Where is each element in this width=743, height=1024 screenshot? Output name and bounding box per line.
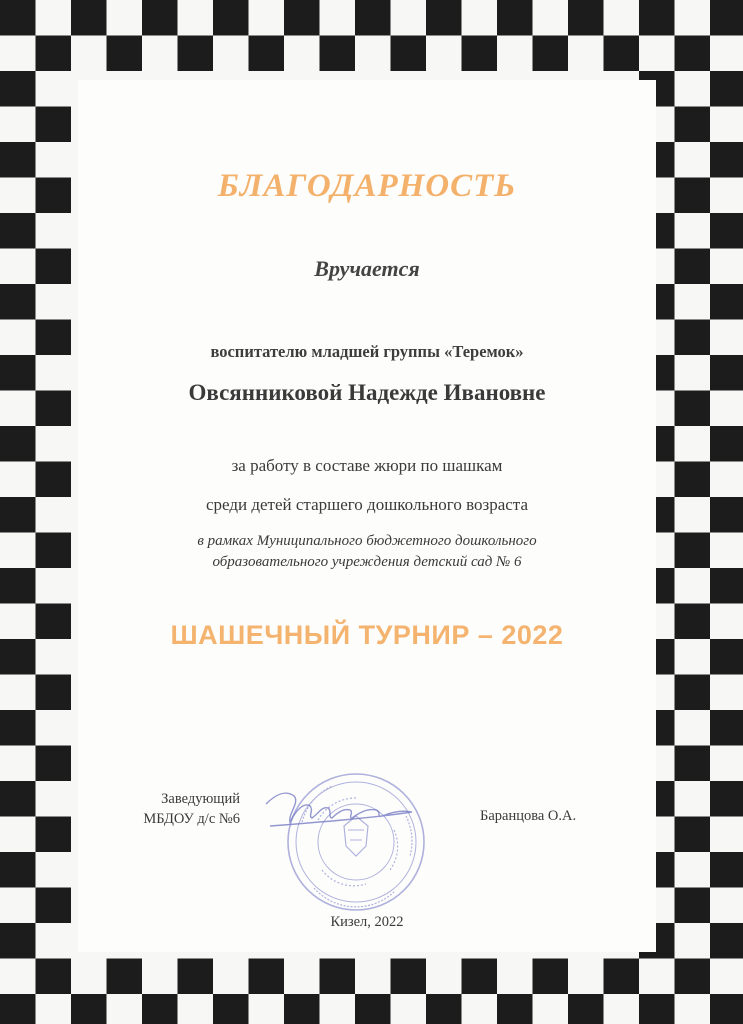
checker-square xyxy=(36,604,72,640)
checker-square xyxy=(0,781,36,817)
checker-square xyxy=(639,0,675,36)
checker-square xyxy=(71,994,107,1024)
checker-square xyxy=(710,994,743,1024)
checker-square xyxy=(710,284,743,320)
checker-square xyxy=(426,0,462,36)
checker-square xyxy=(0,639,36,675)
checker-square xyxy=(675,817,711,853)
checker-square xyxy=(568,0,604,36)
checker-square xyxy=(36,107,72,143)
checker-square xyxy=(710,568,743,604)
checker-square xyxy=(142,0,178,36)
checker-square xyxy=(675,888,711,924)
checker-square xyxy=(710,639,743,675)
checker-square xyxy=(0,0,36,36)
checker-square xyxy=(462,959,498,995)
checker-square xyxy=(462,36,498,72)
checker-square xyxy=(36,746,72,782)
checker-square xyxy=(213,994,249,1024)
checker-square xyxy=(675,959,711,995)
checker-square xyxy=(284,0,320,36)
checker-square xyxy=(710,213,743,249)
checker-square xyxy=(675,391,711,427)
signer-title-line-1: Заведующий xyxy=(161,791,240,807)
checker-square xyxy=(675,178,711,214)
reason-line-2: среди детей старшего дошкольного возраста xyxy=(206,495,528,514)
checker-square xyxy=(533,959,569,995)
recipient-position: воспитателю младшей группы «Теремок» xyxy=(210,342,524,361)
checker-square xyxy=(604,36,640,72)
checker-square xyxy=(497,0,533,36)
certificate-title: БЛАГОДАРНОСТЬ xyxy=(217,168,517,204)
checker-square xyxy=(710,710,743,746)
checker-square xyxy=(568,994,604,1024)
checker-square xyxy=(0,994,36,1024)
checker-square xyxy=(710,781,743,817)
checker-square xyxy=(178,959,214,995)
checker-square xyxy=(0,852,36,888)
checker-square xyxy=(249,36,285,72)
round-seal-stamp xyxy=(258,760,448,920)
checker-square xyxy=(675,320,711,356)
checker-square xyxy=(36,888,72,924)
checker-square xyxy=(284,994,320,1024)
checker-square xyxy=(36,462,72,498)
checker-square xyxy=(710,852,743,888)
checker-square xyxy=(710,355,743,391)
checker-square xyxy=(320,959,356,995)
checker-square xyxy=(0,426,36,462)
checker-square xyxy=(391,959,427,995)
signer-title-line-2: МБДОУ д/с №6 xyxy=(143,811,240,827)
checker-square xyxy=(0,71,36,107)
checker-square xyxy=(533,36,569,72)
checker-square xyxy=(249,959,285,995)
checker-square xyxy=(0,497,36,533)
checker-square xyxy=(36,817,72,853)
certificate-subtitle: Вручается xyxy=(314,256,420,281)
checker-square xyxy=(675,462,711,498)
checker-square xyxy=(675,249,711,285)
checker-square xyxy=(391,36,427,72)
signer-title xyxy=(110,789,240,829)
event-title: ШАШЕЧНЫЙ ТУРНИР – 2022 xyxy=(170,620,564,650)
reason-line-1: за работу в составе жюри по шашкам xyxy=(231,456,503,475)
checker-square xyxy=(710,142,743,178)
checker-square xyxy=(36,178,72,214)
checker-square xyxy=(36,675,72,711)
checker-square xyxy=(0,142,36,178)
recipient-name: Овсянниковой Надежде Ивановне xyxy=(188,380,546,405)
checker-square xyxy=(710,0,743,36)
checker-square xyxy=(710,923,743,959)
checker-square xyxy=(675,604,711,640)
checker-square xyxy=(675,533,711,569)
checker-square xyxy=(710,497,743,533)
checker-square xyxy=(71,0,107,36)
checker-square xyxy=(675,107,711,143)
checker-square xyxy=(213,0,249,36)
checker-square xyxy=(639,994,675,1024)
institution-line-1: в рамках Муниципального бюджетного дошкольного xyxy=(197,533,537,549)
checker-square xyxy=(355,994,391,1024)
checker-square xyxy=(107,36,143,72)
checker-square xyxy=(497,994,533,1024)
checker-square xyxy=(36,249,72,285)
place-year: Кизел, 2022 xyxy=(330,914,404,930)
handwritten-signature xyxy=(266,793,412,826)
checker-square xyxy=(0,710,36,746)
checker-square xyxy=(142,994,178,1024)
checker-square xyxy=(36,959,72,995)
checker-square xyxy=(0,923,36,959)
checker-square xyxy=(0,284,36,320)
checker-square xyxy=(0,213,36,249)
checker-square xyxy=(36,36,72,72)
institution-line-2: образовательного учреждения детский сад № 6 xyxy=(212,554,522,570)
checker-square xyxy=(0,355,36,391)
checker-square xyxy=(178,36,214,72)
checker-square xyxy=(355,0,391,36)
checker-square xyxy=(426,994,462,1024)
checker-square xyxy=(710,426,743,462)
checker-square xyxy=(36,391,72,427)
checker-square xyxy=(604,959,640,995)
signer-name: Баранцова О.А. xyxy=(480,808,577,824)
checker-square xyxy=(675,746,711,782)
checker-square xyxy=(36,533,72,569)
checker-square xyxy=(36,320,72,356)
checker-square xyxy=(675,675,711,711)
checker-square xyxy=(320,36,356,72)
checker-square xyxy=(675,36,711,72)
checker-square xyxy=(710,71,743,107)
checker-square xyxy=(0,568,36,604)
checker-square xyxy=(107,959,143,995)
